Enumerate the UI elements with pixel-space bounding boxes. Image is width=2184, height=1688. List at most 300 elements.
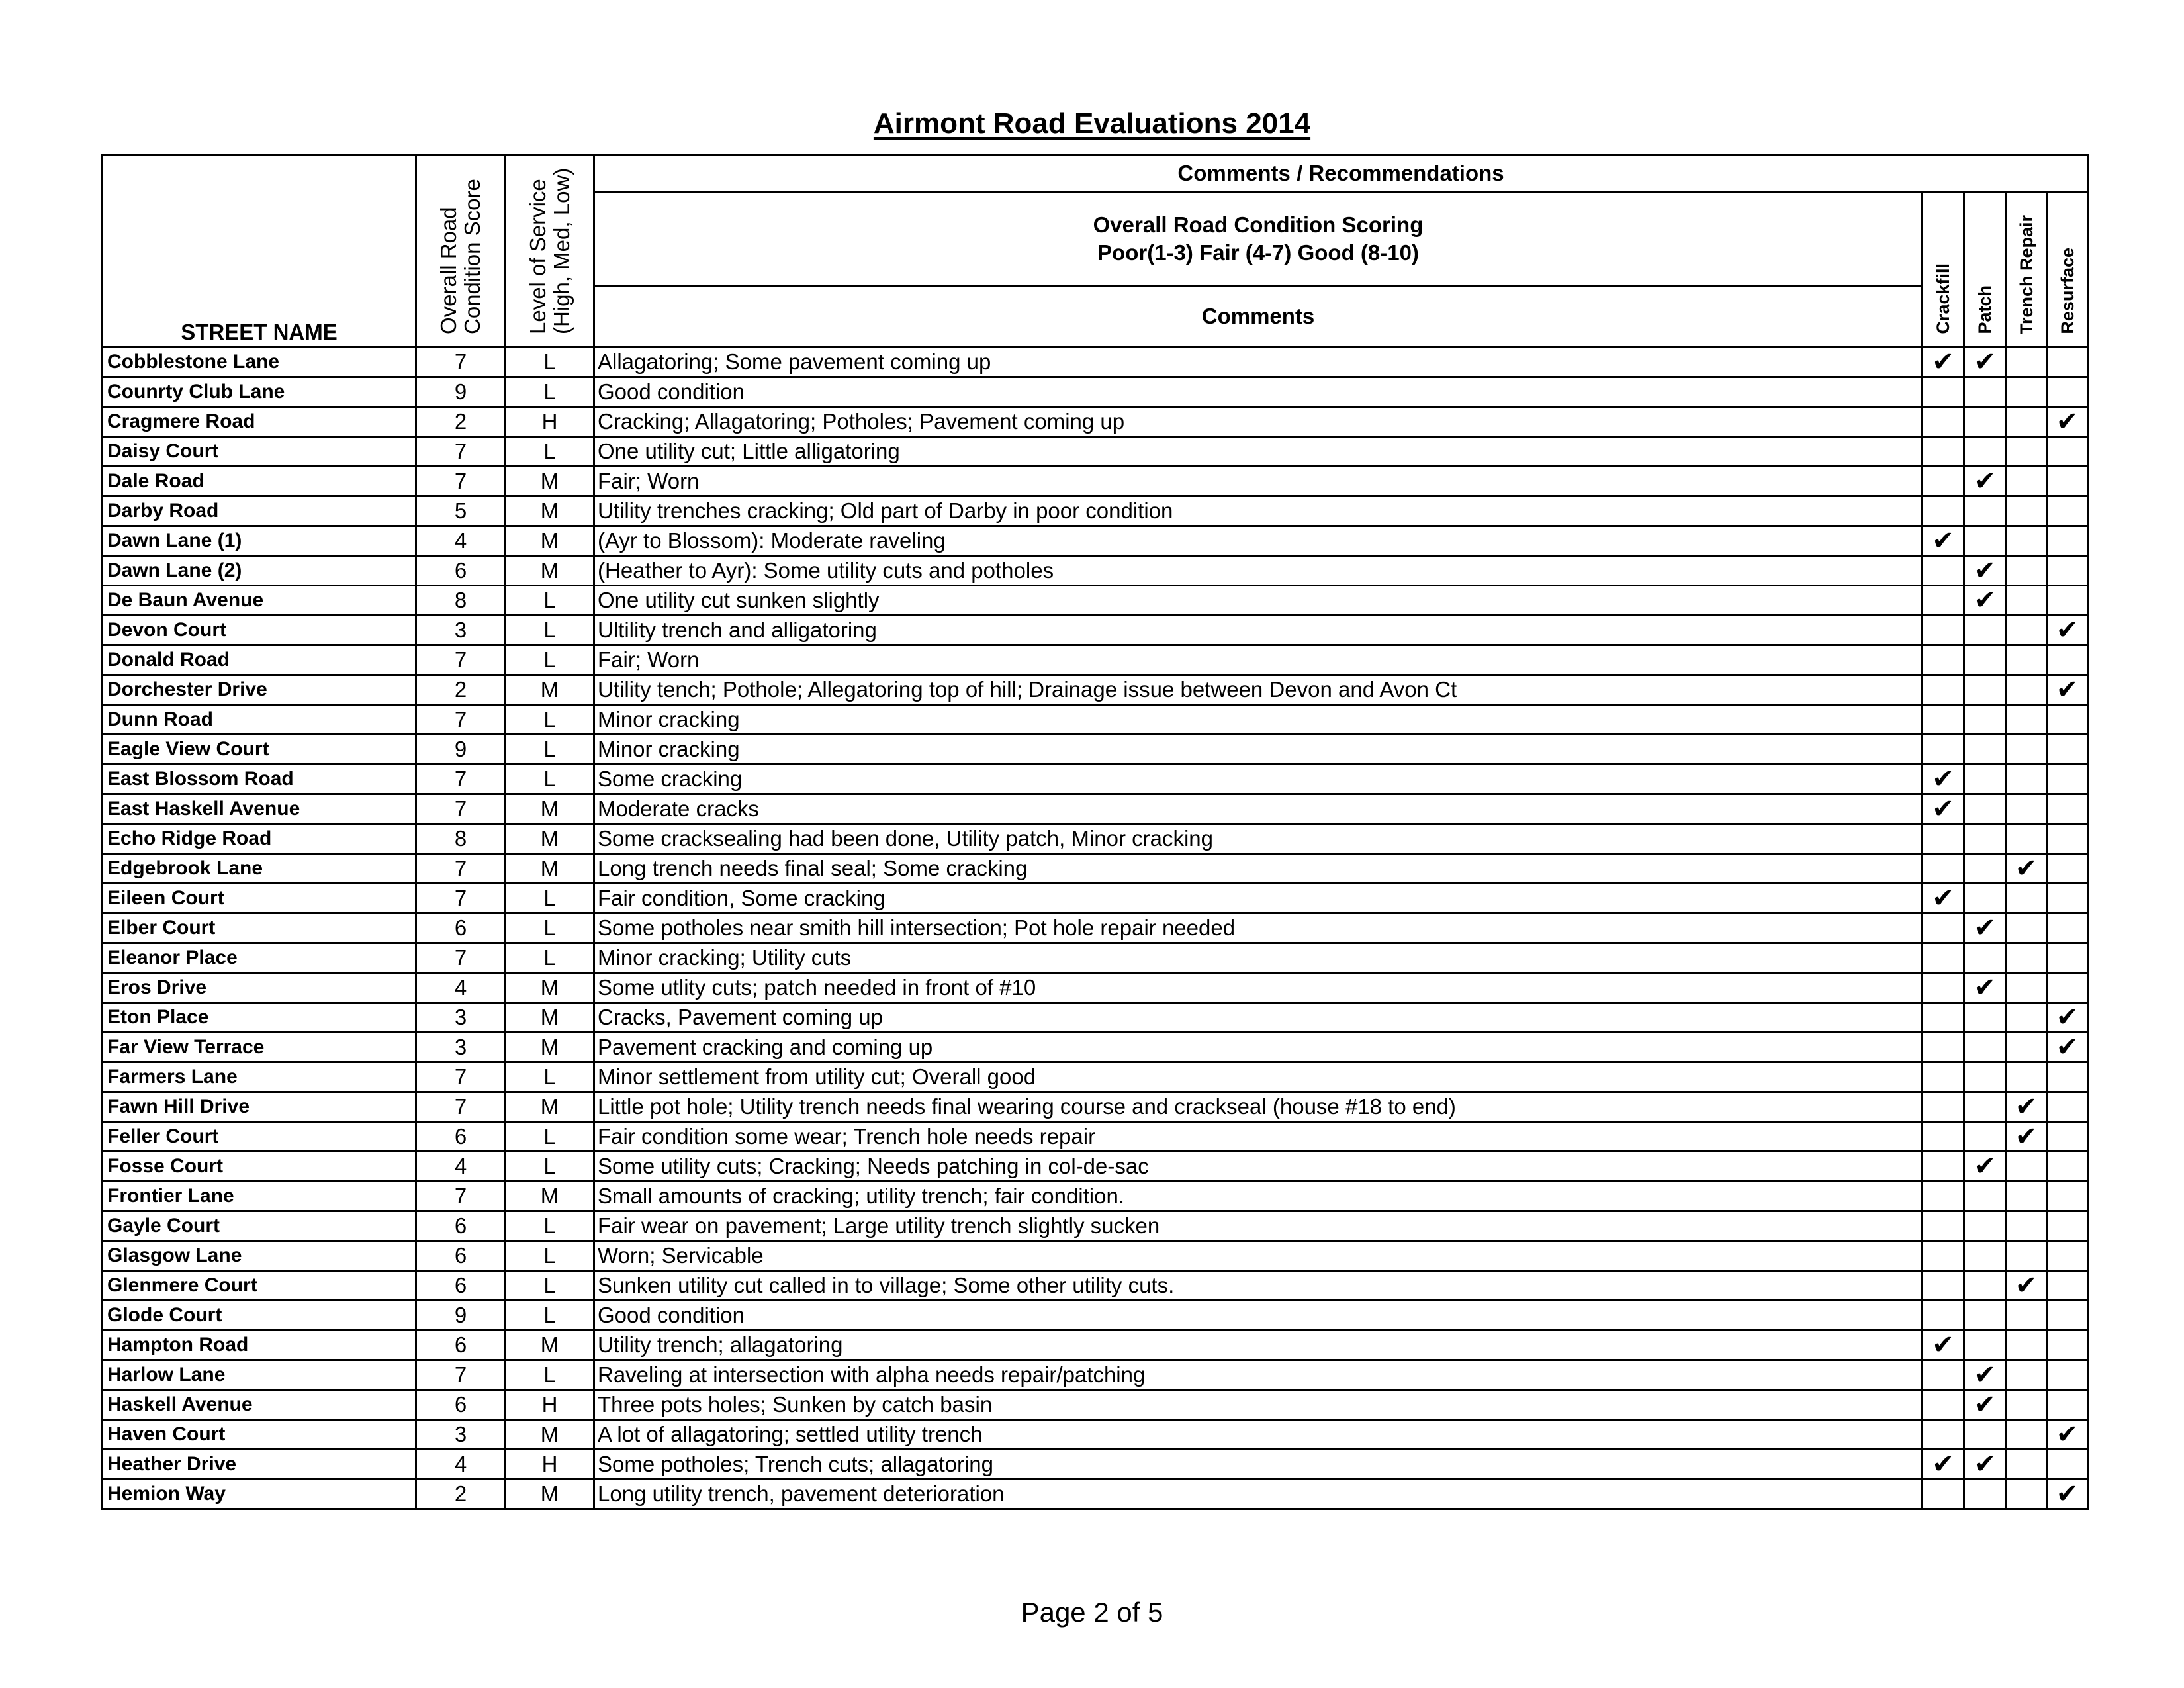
patch-check bbox=[1964, 1301, 2006, 1331]
crackfill-check: ✔ bbox=[1923, 884, 1964, 914]
street-name-cell: Donald Road bbox=[103, 645, 416, 675]
table-row bbox=[103, 437, 2088, 467]
resurface-header-label: Resurface bbox=[2057, 248, 2077, 334]
level-of-service-cell: L bbox=[506, 377, 594, 407]
street-name-cell: Eros Drive bbox=[103, 973, 416, 1003]
trench-repair-check bbox=[2006, 496, 2047, 526]
score-cell: 8 bbox=[416, 824, 506, 854]
trench-repair-check bbox=[2006, 1241, 2047, 1271]
resurface-check bbox=[2047, 556, 2088, 586]
score-cell: 6 bbox=[416, 1331, 506, 1360]
street-name-cell: Cobblestone Lane bbox=[103, 348, 416, 377]
score-cell: 6 bbox=[416, 1211, 506, 1241]
crackfill-check bbox=[1923, 1003, 1964, 1033]
crackfill-check bbox=[1923, 437, 1964, 467]
comment-cell: Moderate cracks bbox=[594, 794, 1923, 824]
resurface-check: ✔ bbox=[2047, 1033, 2088, 1062]
street-name-cell: Hemion Way bbox=[103, 1479, 416, 1509]
crackfill-check bbox=[1923, 496, 1964, 526]
street-name-cell: Counrty Club Lane bbox=[103, 377, 416, 407]
level-of-service-cell: M bbox=[506, 854, 594, 884]
patch-check bbox=[1964, 1271, 2006, 1301]
table-row bbox=[103, 1033, 2088, 1062]
table-row bbox=[103, 1479, 2088, 1509]
resurface-check bbox=[2047, 496, 2088, 526]
crackfill-check bbox=[1923, 1211, 1964, 1241]
crackfill-check bbox=[1923, 407, 1964, 437]
street-name-cell: Edgebrook Lane bbox=[103, 854, 416, 884]
trench-repair-check bbox=[2006, 1182, 2047, 1211]
score-cell: 7 bbox=[416, 854, 506, 884]
resurface-check bbox=[2047, 1152, 2088, 1182]
level-of-service-cell: L bbox=[506, 1360, 594, 1390]
patch-check bbox=[1964, 1062, 2006, 1092]
table-row bbox=[103, 407, 2088, 437]
patch-check: ✔ bbox=[1964, 467, 2006, 496]
patch-check: ✔ bbox=[1964, 973, 2006, 1003]
page-title: Airmont Road Evaluations 2014 bbox=[873, 107, 1311, 140]
table-row bbox=[103, 1420, 2088, 1450]
street-name-header: STREET NAME bbox=[103, 155, 416, 348]
score-cell: 7 bbox=[416, 943, 506, 973]
crackfill-check bbox=[1923, 556, 1964, 586]
score-cell: 7 bbox=[416, 1182, 506, 1211]
level-of-service-cell: M bbox=[506, 973, 594, 1003]
level-of-service-cell: M bbox=[506, 496, 594, 526]
street-name-cell: Echo Ridge Road bbox=[103, 824, 416, 854]
comment-cell: Small amounts of cracking; utility trench; fair condition. bbox=[594, 1182, 1923, 1211]
crackfill-check bbox=[1923, 1301, 1964, 1331]
scoring-legend-header bbox=[594, 193, 1923, 286]
crackfill-check bbox=[1923, 943, 1964, 973]
street-name-cell: Heather Drive bbox=[103, 1450, 416, 1479]
trench-repair-header bbox=[2006, 193, 2047, 348]
score-cell: 2 bbox=[416, 675, 506, 705]
score-cell: 3 bbox=[416, 1033, 506, 1062]
table-row bbox=[103, 824, 2088, 854]
trench-repair-check bbox=[2006, 765, 2047, 794]
patch-check bbox=[1964, 705, 2006, 735]
level-of-service-cell: M bbox=[506, 675, 594, 705]
level-of-service-cell: L bbox=[506, 1271, 594, 1301]
trench-repair-check bbox=[2006, 1003, 2047, 1033]
condition-score-header bbox=[416, 155, 506, 348]
level-of-service-cell: L bbox=[506, 645, 594, 675]
table-row bbox=[103, 1182, 2088, 1211]
table-body bbox=[103, 348, 2088, 1509]
comment-cell: Minor cracking bbox=[594, 735, 1923, 765]
comment-cell: Some potholes; Trench cuts; allagatoring bbox=[594, 1450, 1923, 1479]
resurface-check bbox=[2047, 914, 2088, 943]
comment-cell: Worn; Servicable bbox=[594, 1241, 1923, 1271]
resurface-check: ✔ bbox=[2047, 1420, 2088, 1450]
patch-check bbox=[1964, 884, 2006, 914]
street-name-cell: Farmers Lane bbox=[103, 1062, 416, 1092]
resurface-check: ✔ bbox=[2047, 675, 2088, 705]
table-row bbox=[103, 765, 2088, 794]
score-cell: 9 bbox=[416, 1301, 506, 1331]
level-of-service-cell: M bbox=[506, 1033, 594, 1062]
street-name-cell: Dale Road bbox=[103, 467, 416, 496]
patch-check bbox=[1964, 735, 2006, 765]
trench-repair-check bbox=[2006, 735, 2047, 765]
level-of-service-cell: L bbox=[506, 884, 594, 914]
table-row bbox=[103, 1390, 2088, 1420]
crackfill-check bbox=[1923, 1271, 1964, 1301]
level-of-service-cell: M bbox=[506, 1182, 594, 1211]
crackfill-check bbox=[1923, 467, 1964, 496]
crackfill-check bbox=[1923, 735, 1964, 765]
comment-cell: Good condition bbox=[594, 1301, 1923, 1331]
level-of-service-cell: L bbox=[506, 1122, 594, 1152]
trench-repair-check bbox=[2006, 1331, 2047, 1360]
score-cell: 9 bbox=[416, 735, 506, 765]
street-name-cell: Devon Court bbox=[103, 616, 416, 645]
patch-check bbox=[1964, 943, 2006, 973]
street-name-cell: Gayle Court bbox=[103, 1211, 416, 1241]
level-of-service-cell: H bbox=[506, 1390, 594, 1420]
crackfill-check bbox=[1923, 854, 1964, 884]
level-of-service-cell: L bbox=[506, 914, 594, 943]
level-of-service-cell: L bbox=[506, 586, 594, 616]
street-name-cell: Haven Court bbox=[103, 1420, 416, 1450]
table-row bbox=[103, 1003, 2088, 1033]
table-row bbox=[103, 1241, 2088, 1271]
level-of-service-cell: L bbox=[506, 765, 594, 794]
score-cell: 7 bbox=[416, 437, 506, 467]
trench-repair-check bbox=[2006, 884, 2047, 914]
street-name-cell: Eton Place bbox=[103, 1003, 416, 1033]
trench-repair-check: ✔ bbox=[2006, 1122, 2047, 1152]
street-name-cell: Glenmere Court bbox=[103, 1271, 416, 1301]
table-row bbox=[103, 616, 2088, 645]
level-of-service-cell: L bbox=[506, 1152, 594, 1182]
comment-cell: Minor settlement from utility cut; Overall good bbox=[594, 1062, 1923, 1092]
trench-repair-check bbox=[2006, 943, 2047, 973]
crackfill-check bbox=[1923, 1062, 1964, 1092]
table-row bbox=[103, 914, 2088, 943]
crackfill-check bbox=[1923, 973, 1964, 1003]
street-name-cell: Dawn Lane (2) bbox=[103, 556, 416, 586]
patch-header-label: Patch bbox=[1975, 285, 1995, 334]
level-of-service-cell: L bbox=[506, 348, 594, 377]
score-cell: 4 bbox=[416, 1152, 506, 1182]
street-name-cell: Feller Court bbox=[103, 1122, 416, 1152]
scoring-legend-line1: Overall Road Condition Scoring bbox=[1093, 212, 1424, 237]
comment-cell: (Ayr to Blossom): Moderate raveling bbox=[594, 526, 1923, 556]
table-row bbox=[103, 1152, 2088, 1182]
level-of-service-cell: L bbox=[506, 1211, 594, 1241]
resurface-check bbox=[2047, 1211, 2088, 1241]
street-name-cell: Eagle View Court bbox=[103, 735, 416, 765]
patch-check: ✔ bbox=[1964, 914, 2006, 943]
score-cell: 6 bbox=[416, 556, 506, 586]
score-cell: 4 bbox=[416, 526, 506, 556]
resurface-check bbox=[2047, 377, 2088, 407]
comment-cell: Three pots holes; Sunken by catch basin bbox=[594, 1390, 1923, 1420]
trench-repair-check bbox=[2006, 437, 2047, 467]
street-name-cell: Glode Court bbox=[103, 1301, 416, 1331]
table-row bbox=[103, 675, 2088, 705]
comment-cell: Cracks, Pavement coming up bbox=[594, 1003, 1923, 1033]
table-row bbox=[103, 1271, 2088, 1301]
resurface-check bbox=[2047, 824, 2088, 854]
comment-cell: Little pot hole; Utility trench needs final wearing course and crackseal (house #18 to end) bbox=[594, 1092, 1923, 1122]
patch-check bbox=[1964, 1122, 2006, 1152]
level-of-service-cell: M bbox=[506, 794, 594, 824]
trench-repair-check bbox=[2006, 1479, 2047, 1509]
resurface-check bbox=[2047, 437, 2088, 467]
comment-cell: Allagatoring; Some pavement coming up bbox=[594, 348, 1923, 377]
level-of-service-cell: M bbox=[506, 1479, 594, 1509]
level-of-service-header bbox=[506, 155, 594, 348]
score-cell: 6 bbox=[416, 914, 506, 943]
resurface-check bbox=[2047, 1331, 2088, 1360]
street-name-cell: Daisy Court bbox=[103, 437, 416, 467]
score-cell: 7 bbox=[416, 794, 506, 824]
street-name-cell: De Baun Avenue bbox=[103, 586, 416, 616]
score-cell: 3 bbox=[416, 616, 506, 645]
level-of-service-cell: H bbox=[506, 1450, 594, 1479]
street-name-cell: Elber Court bbox=[103, 914, 416, 943]
page-number: Page 2 of 5 bbox=[1021, 1597, 1163, 1628]
resurface-check bbox=[2047, 854, 2088, 884]
comment-cell: One utility cut sunken slightly bbox=[594, 586, 1923, 616]
resurface-check bbox=[2047, 348, 2088, 377]
comment-cell: (Heather to Ayr): Some utility cuts and potholes bbox=[594, 556, 1923, 586]
resurface-check: ✔ bbox=[2047, 1003, 2088, 1033]
level-of-service-cell: L bbox=[506, 943, 594, 973]
trench-repair-check bbox=[2006, 526, 2047, 556]
patch-check bbox=[1964, 1241, 2006, 1271]
resurface-check bbox=[2047, 794, 2088, 824]
trench-repair-check bbox=[2006, 1301, 2047, 1331]
comments-header: Comments bbox=[594, 286, 1923, 348]
trench-repair-check bbox=[2006, 914, 2047, 943]
crackfill-check bbox=[1923, 1033, 1964, 1062]
comment-cell: Raveling at intersection with alpha needs repair/patching bbox=[594, 1360, 1923, 1390]
street-name-cell: Fawn Hill Drive bbox=[103, 1092, 416, 1122]
score-cell: 6 bbox=[416, 1271, 506, 1301]
table-row bbox=[103, 1122, 2088, 1152]
street-name-cell: East Blossom Road bbox=[103, 765, 416, 794]
patch-check: ✔ bbox=[1964, 1450, 2006, 1479]
comment-cell: Some cracking bbox=[594, 765, 1923, 794]
level-of-service-cell: H bbox=[506, 407, 594, 437]
score-cell: 7 bbox=[416, 1360, 506, 1390]
table-header bbox=[103, 155, 2088, 348]
resurface-check bbox=[2047, 1390, 2088, 1420]
table-row bbox=[103, 705, 2088, 735]
patch-check bbox=[1964, 496, 2006, 526]
crackfill-check: ✔ bbox=[1923, 765, 1964, 794]
comments-recommendations-header: Comments / Recommendations bbox=[594, 155, 2088, 193]
table-row bbox=[103, 526, 2088, 556]
level-of-service-cell: L bbox=[506, 1301, 594, 1331]
table-row bbox=[103, 645, 2088, 675]
score-cell: 4 bbox=[416, 1450, 506, 1479]
score-cell: 7 bbox=[416, 765, 506, 794]
street-name-cell: Harlow Lane bbox=[103, 1360, 416, 1390]
crackfill-check bbox=[1923, 1479, 1964, 1509]
patch-check: ✔ bbox=[1964, 556, 2006, 586]
trench-repair-check bbox=[2006, 1450, 2047, 1479]
table-row bbox=[103, 1062, 2088, 1092]
patch-check bbox=[1964, 377, 2006, 407]
crackfill-check bbox=[1923, 675, 1964, 705]
patch-check bbox=[1964, 854, 2006, 884]
road-evaluation-table bbox=[101, 154, 2089, 1510]
level-of-service-cell: M bbox=[506, 1331, 594, 1360]
level-of-service-cell: L bbox=[506, 705, 594, 735]
resurface-check bbox=[2047, 1271, 2088, 1301]
crackfill-check bbox=[1923, 1122, 1964, 1152]
comment-cell: Some utlity cuts; patch needed in front of #10 bbox=[594, 973, 1923, 1003]
crackfill-check bbox=[1923, 1390, 1964, 1420]
resurface-check bbox=[2047, 765, 2088, 794]
patch-check bbox=[1964, 437, 2006, 467]
resurface-check bbox=[2047, 884, 2088, 914]
patch-check: ✔ bbox=[1964, 348, 2006, 377]
score-cell: 4 bbox=[416, 973, 506, 1003]
score-cell: 8 bbox=[416, 586, 506, 616]
resurface-header bbox=[2047, 193, 2088, 348]
trench-repair-check bbox=[2006, 586, 2047, 616]
trench-repair-check bbox=[2006, 973, 2047, 1003]
score-cell: 3 bbox=[416, 1420, 506, 1450]
comment-cell: Some utility cuts; Cracking; Needs patching in col-de-sac bbox=[594, 1152, 1923, 1182]
level-of-service-cell: M bbox=[506, 1092, 594, 1122]
trench-repair-check bbox=[2006, 556, 2047, 586]
street-name-cell: Dorchester Drive bbox=[103, 675, 416, 705]
level-of-service-cell: L bbox=[506, 437, 594, 467]
table-row bbox=[103, 377, 2088, 407]
resurface-check bbox=[2047, 1450, 2088, 1479]
trench-repair-check bbox=[2006, 705, 2047, 735]
table-row bbox=[103, 794, 2088, 824]
trench-repair-check bbox=[2006, 377, 2047, 407]
crackfill-check bbox=[1923, 377, 1964, 407]
level-of-service-cell: M bbox=[506, 1420, 594, 1450]
score-cell: 7 bbox=[416, 884, 506, 914]
patch-check bbox=[1964, 765, 2006, 794]
resurface-check bbox=[2047, 586, 2088, 616]
trench-repair-check bbox=[2006, 1033, 2047, 1062]
level-of-service-cell: M bbox=[506, 824, 594, 854]
trench-repair-check bbox=[2006, 1390, 2047, 1420]
crackfill-header-label: Crackfill bbox=[1933, 263, 1953, 334]
crackfill-check bbox=[1923, 586, 1964, 616]
street-name-cell: Hampton Road bbox=[103, 1331, 416, 1360]
patch-check bbox=[1964, 824, 2006, 854]
comment-cell: Long utility trench, pavement deterioration bbox=[594, 1479, 1923, 1509]
crackfill-header bbox=[1923, 193, 1964, 348]
crackfill-check bbox=[1923, 914, 1964, 943]
score-cell: 2 bbox=[416, 1479, 506, 1509]
resurface-check bbox=[2047, 1301, 2088, 1331]
crackfill-check bbox=[1923, 1420, 1964, 1450]
comment-cell: Utility trench; allagatoring bbox=[594, 1331, 1923, 1360]
trench-repair-check bbox=[2006, 645, 2047, 675]
table-row bbox=[103, 1360, 2088, 1390]
comment-cell: Minor cracking bbox=[594, 705, 1923, 735]
comment-cell: Fair condition, Some cracking bbox=[594, 884, 1923, 914]
crackfill-check: ✔ bbox=[1923, 1450, 1964, 1479]
crackfill-check: ✔ bbox=[1923, 348, 1964, 377]
table-row bbox=[103, 854, 2088, 884]
patch-check: ✔ bbox=[1964, 586, 2006, 616]
patch-check bbox=[1964, 1092, 2006, 1122]
street-name-cell: East Haskell Avenue bbox=[103, 794, 416, 824]
trench-repair-check bbox=[2006, 467, 2047, 496]
street-name-cell: Far View Terrace bbox=[103, 1033, 416, 1062]
table-row bbox=[103, 1450, 2088, 1479]
crackfill-check bbox=[1923, 1360, 1964, 1390]
comment-cell: Cracking; Allagatoring; Potholes; Pavement coming up bbox=[594, 407, 1923, 437]
patch-check bbox=[1964, 1211, 2006, 1241]
comment-cell: Fair wear on pavement; Large utility trench slightly sucken bbox=[594, 1211, 1923, 1241]
patch-check bbox=[1964, 1479, 2006, 1509]
resurface-check bbox=[2047, 1062, 2088, 1092]
trench-repair-check: ✔ bbox=[2006, 1092, 2047, 1122]
table-row bbox=[103, 1331, 2088, 1360]
crackfill-check bbox=[1923, 1241, 1964, 1271]
patch-check bbox=[1964, 616, 2006, 645]
trench-repair-check bbox=[2006, 794, 2047, 824]
resurface-check bbox=[2047, 645, 2088, 675]
comment-cell: Some potholes near smith hill intersection; Pot hole repair needed bbox=[594, 914, 1923, 943]
patch-check: ✔ bbox=[1964, 1152, 2006, 1182]
resurface-check bbox=[2047, 1122, 2088, 1152]
score-cell: 6 bbox=[416, 1122, 506, 1152]
comment-cell: Utility trenches cracking; Old part of Darby in poor condition bbox=[594, 496, 1923, 526]
level-of-service-cell: L bbox=[506, 1241, 594, 1271]
crackfill-check bbox=[1923, 1152, 1964, 1182]
comment-cell: Sunken utility cut called in to village; Some other utility cuts. bbox=[594, 1271, 1923, 1301]
resurface-check bbox=[2047, 1182, 2088, 1211]
condition-score-header-label: Overall Road Condition Score bbox=[436, 179, 484, 334]
table-row bbox=[103, 973, 2088, 1003]
patch-check bbox=[1964, 1003, 2006, 1033]
table-row bbox=[103, 496, 2088, 526]
resurface-check bbox=[2047, 705, 2088, 735]
resurface-check bbox=[2047, 1092, 2088, 1122]
level-of-service-cell: L bbox=[506, 616, 594, 645]
comment-cell: One utility cut; Little alligatoring bbox=[594, 437, 1923, 467]
trench-repair-check: ✔ bbox=[2006, 854, 2047, 884]
patch-check bbox=[1964, 1420, 2006, 1450]
patch-check bbox=[1964, 1182, 2006, 1211]
street-name-cell: Haskell Avenue bbox=[103, 1390, 416, 1420]
comment-cell: Ultility trench and alligatoring bbox=[594, 616, 1923, 645]
resurface-check bbox=[2047, 735, 2088, 765]
score-cell: 7 bbox=[416, 348, 506, 377]
comment-cell: Minor cracking; Utility cuts bbox=[594, 943, 1923, 973]
trench-repair-check bbox=[2006, 1360, 2047, 1390]
street-name-cell: Darby Road bbox=[103, 496, 416, 526]
comment-cell: Fair; Worn bbox=[594, 467, 1923, 496]
comment-cell: Some cracksealing had been done, Utility patch, Minor cracking bbox=[594, 824, 1923, 854]
table-row bbox=[103, 1211, 2088, 1241]
crackfill-check bbox=[1923, 824, 1964, 854]
table-row bbox=[103, 556, 2088, 586]
resurface-check: ✔ bbox=[2047, 1479, 2088, 1509]
resurface-check bbox=[2047, 526, 2088, 556]
resurface-check bbox=[2047, 973, 2088, 1003]
comment-cell: Long trench needs final seal; Some cracking bbox=[594, 854, 1923, 884]
street-name-cell: Eleanor Place bbox=[103, 943, 416, 973]
street-name-cell: Dawn Lane (1) bbox=[103, 526, 416, 556]
